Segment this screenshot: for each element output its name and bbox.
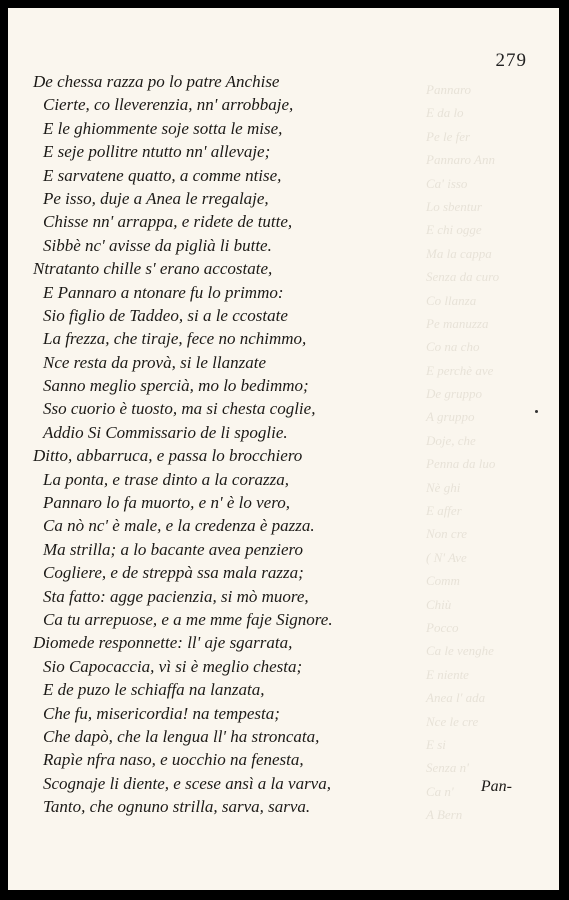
verse-line: E Pannaro a ntonare fu lo primmo: (43, 282, 284, 302)
show-through-line: Senza da curo (426, 269, 500, 285)
verse-line: Ntratanto chille s' erano accostate, (33, 259, 273, 279)
verse-line: E seje pollitre ntutto nn' allevaje; (43, 142, 271, 162)
show-through-line: A Bern (426, 807, 463, 823)
verse-line: De chessa razza po lo patre Anchise (33, 72, 280, 91)
verse-line: E sarvatene quatto, a comme ntise, (43, 165, 282, 185)
verse-line: Chisse nn' arrappa, e ridete de tutte, (43, 212, 293, 232)
verse-line: Diomede responnette: ll' aje sgarrata, (33, 633, 293, 653)
show-through-line: Comm (426, 573, 460, 589)
show-through-line: Co na cho (426, 339, 480, 355)
verse-line: Sio Capocaccia, vì si è meglio chesta; (43, 656, 303, 676)
verse-line: Ca nò nc' è male, e la credenza è pazza. (43, 516, 315, 536)
verse-line: Che dapò, che la lengua ll' ha stroncata, (43, 726, 320, 746)
show-through-line: Penna da luo (426, 456, 496, 472)
show-through-line: Ca' isso (426, 175, 468, 191)
verse-line: Sibbè nc' avisse da piglià li butte. (43, 235, 272, 255)
book-page (8, 8, 559, 890)
show-through-line: E chi ogge (426, 222, 482, 238)
verse-line: Pannaro lo fa muorto, e n' è lo vero, (43, 493, 290, 513)
verse-line: Ca tu arrepuose, e a me mme faje Signore. (43, 609, 333, 629)
show-through-line: Pe manuzza (426, 315, 489, 331)
verse-block (33, 70, 453, 819)
show-through-line: De gruppo (426, 386, 482, 402)
show-through-line: Doje, che (426, 432, 476, 448)
show-through-line: ( N' Ave (426, 549, 467, 565)
show-through-line: A gruppo (426, 409, 475, 425)
show-through-line: E niente (426, 666, 469, 682)
verse-line: La frezza, che tiraje, fece no nchimmo, (43, 329, 307, 349)
show-through-line: Co llanza (426, 292, 477, 308)
verse-line: La ponta, e trase dinto a la corazza, (43, 469, 290, 489)
show-through-line: Pannaro Ann (426, 152, 495, 168)
verse-line: Tanto, che ognuno strilla, sarva, sarva. (43, 797, 311, 817)
show-through-line: Pannaro (426, 82, 472, 97)
verse-line: Sta fatto: agge pacienzia, si mò muore, (43, 586, 309, 606)
show-through-line: Nce le cre (426, 713, 479, 729)
show-through-line: Ma la cappa (426, 245, 492, 261)
show-through-line: Senza n' (426, 760, 469, 776)
page-number: 279 (495, 50, 527, 71)
verse-line: Scognaje li diente, e scese ansì a la varva, (43, 773, 331, 793)
show-through-line: Pe le fer (426, 128, 471, 144)
verse-line: Nce resta da provà, si le llanzate (43, 352, 267, 372)
show-through-line: Nè ghi (426, 479, 461, 495)
show-through-line: Non cre (426, 526, 468, 542)
verse-line: Sanno meglio spercià, mo lo bedimmo; (43, 376, 309, 396)
verse-line: Che fu, misericordia! na tempesta; (43, 703, 280, 723)
show-through-line: E si (426, 736, 446, 752)
verse-line: E le ghiommente soje sotta le mise, (43, 118, 283, 138)
show-through-line: Ca n' (426, 783, 454, 799)
show-through-line: Lo sbentur (426, 198, 482, 214)
show-through-line: E affer (426, 503, 462, 519)
show-through-line: Ca le venghe (426, 643, 494, 659)
verse-line: Rapìe nfra naso, e uocchio na fenesta, (43, 750, 304, 770)
show-through-line: E perchè ave (426, 362, 494, 378)
ink-mark (535, 410, 538, 413)
verse-line: Addio Si Commissario de li spoglie. (43, 422, 288, 442)
verse-line: Ditto, abbarruca, e passa lo brocchiero (33, 446, 303, 466)
show-through-line: Pocco (426, 619, 459, 635)
verse-line: Cierte, co lleverenzia, nn' arrobbaje, (43, 95, 294, 115)
verse-line: Sso cuorio è tuosto, ma si chesta coglie, (43, 399, 316, 419)
show-through-line: E da lo (426, 105, 464, 121)
verse-line: E de puzo le schiaffa na lanzata, (43, 680, 265, 700)
show-through-line: Chiù (426, 596, 452, 612)
verse-line: Sio figlio de Taddeo, si a le ccostate (43, 305, 288, 325)
catchword: Pan- (480, 778, 512, 795)
show-through-line: Anea l' ada (426, 690, 486, 706)
verse-line: Cogliere, e de streppà ssa mala razza; (43, 563, 304, 583)
verse-line: Ma strilla; a lo bacante avea penziero (43, 539, 303, 559)
verse-line: Pe isso, duje a Anea le rregalaje, (43, 188, 269, 208)
